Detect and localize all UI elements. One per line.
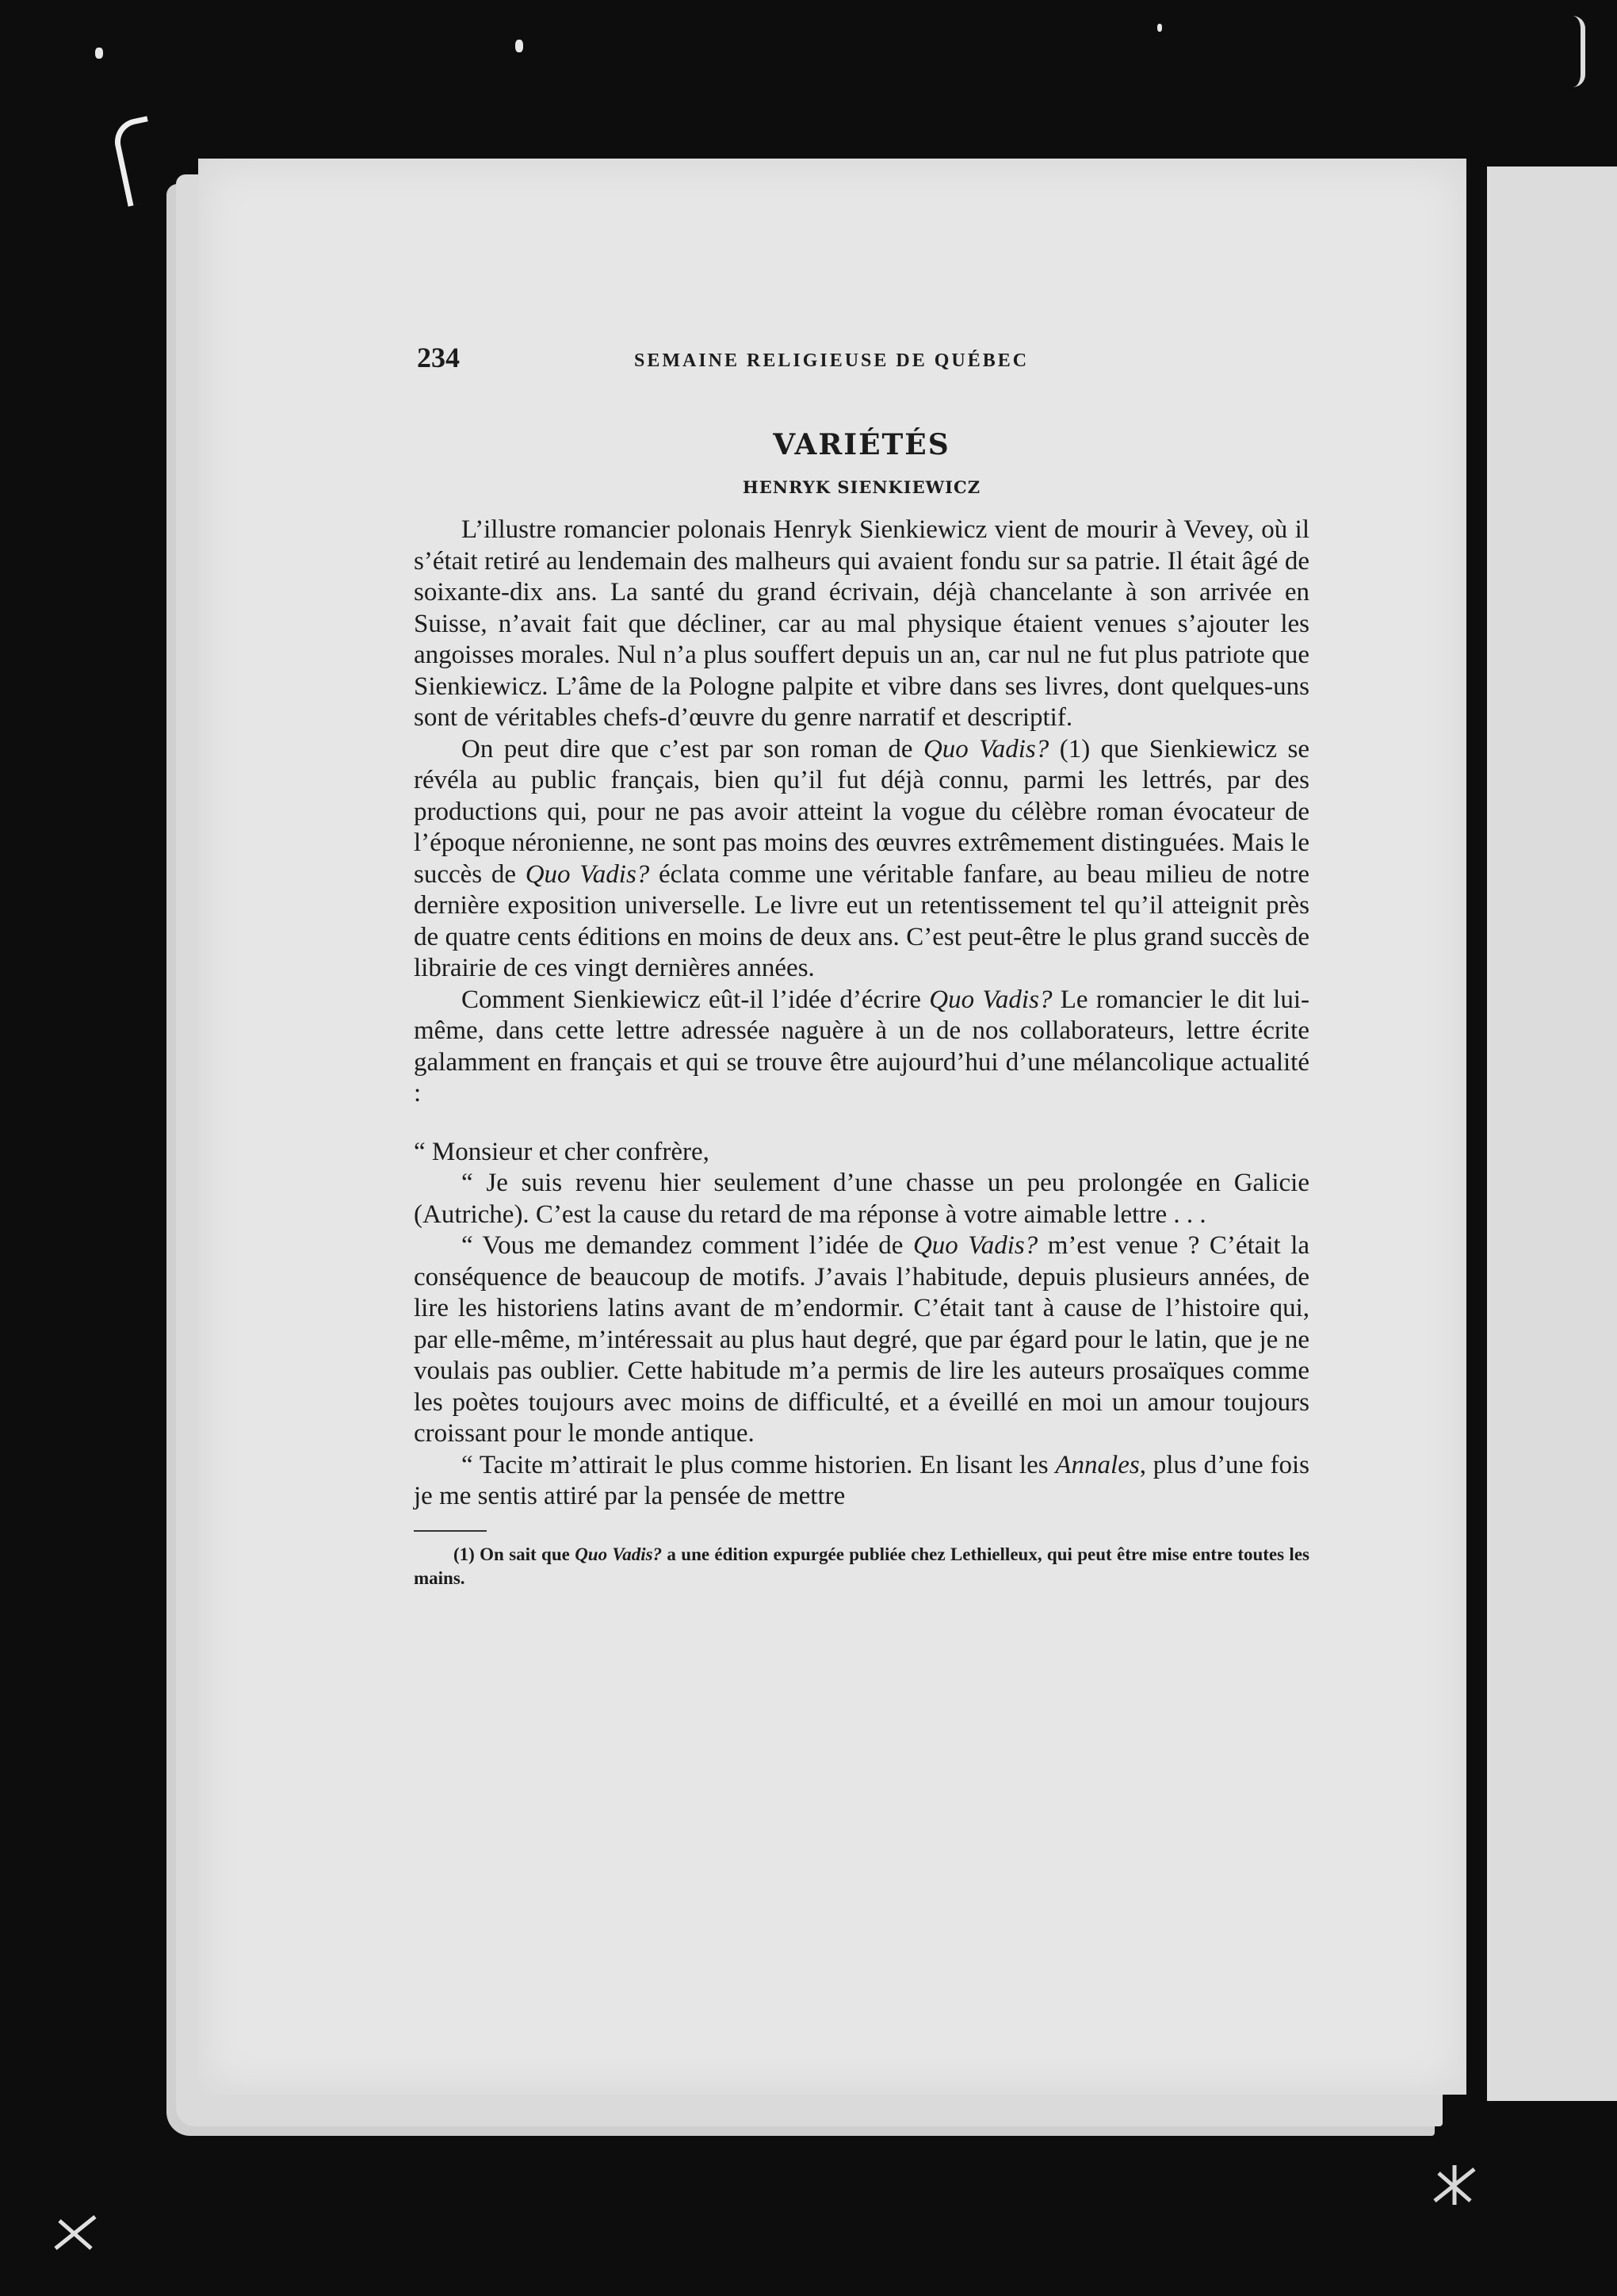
film-mark bbox=[1427, 2161, 1482, 2209]
film-mark bbox=[1573, 16, 1585, 87]
footnote: (1) On sait que Quo Vadis? a une édition expurgée publiée chez Lethielleux, qui peut être mise entre toutes les mains. bbox=[414, 1544, 1309, 1588]
running-head bbox=[414, 341, 1309, 388]
film-speck bbox=[95, 48, 103, 59]
page-content bbox=[414, 341, 1309, 1590]
paragraph: L’illustre romancier polonais Henryk Sienkiewicz vient de mourir à Vevey, où il s’était retiré au lendemain des malheurs qui avaient fondu sur sa patrie. Il était âgé de soixante-dix ans. La santé du grand écrivain, déjà chancelante à son arrivée en Suisse, n’avait fait que décliner, car au mal physique étaient venues s’ajouter les angoisses morales. Nul n’a plus souffert depuis un an, car nul ne fut plus patriote que Sienkiewicz. L’âme de la Pologne palpite et vibre dans ses livres, dont quelques-uns sont de véritables chefs-d’œuvre du genre narratif et descriptif. bbox=[414, 515, 1309, 732]
paragraph: On peut dire que c’est par son roman de Quo Vadis? (1) que Sienkiewicz se révéla au public français, bien qu’il fut déjà connu, parmi les lettrés, par des productions qui, pour ne pas avoir atteint la vogue du célèbre roman évocateur de l’époque néronienne, ne sont pas moins des œuvres extrêmement distinguées. Mais le succès de Quo Vadis? éclata comme une véritable fanfare, au beau milieu de notre dernière exposition universelle. Le livre eut un retentissement tel qu’il atteignit près de quatre cents éditions en moins de deux ans. C’est peut-être le plus grand succès de librairie de ces vingt dernières années. bbox=[414, 734, 1309, 982]
footnote-rule bbox=[414, 1530, 487, 1532]
film-mark bbox=[48, 2209, 103, 2256]
paragraph: Comment Sienkiewicz eût-il l’idée d’écrire Quo Vadis? Le romancier le dit lui-même, dans cette lettre adressée naguère à un de nos collaborateurs, lettre écrite galamment en français et qui se trouve être aujourd’hui d’une mélancolique actualité : bbox=[414, 985, 1310, 1108]
letter-paragraph: “ Vous me demandez comment l’idée de Quo Vadis? m’est venue ? C’était la conséquence de beaucoup de motifs. J’avais l’habitude, depuis plusieurs années, de lire les historiens latins avant de m’endormir. C’était tant à cause de l’histoire qui, par elle-même, m’intéressait au plus haut degré, que par égard pour le latin, que je ne voulais pas oublier. Cette habitude m’a permis de lire les auteurs prosaïques comme les poètes toujours avec moins de difficulté, et a éveillé en moi un amour toujours croissant pour le monde antique. bbox=[414, 1231, 1310, 1448]
journal-title: SEMAINE RELIGIEUSE DE QUÉBEC bbox=[634, 350, 1030, 371]
letter-paragraph: “ Tacite m’attirait le plus comme historien. En lisant les Annales, plus d’une fois je me sentis attiré par la pensée de mettre bbox=[414, 1450, 1309, 1510]
facing-page-edge bbox=[1487, 166, 1617, 2101]
section-title: VARIÉTÉS bbox=[773, 428, 950, 461]
film-speck bbox=[1157, 24, 1162, 32]
letter-paragraph: “ Je suis revenu hier seulement d’une chasse un peu prolongée en Galicie (Autriche). C’est la cause du retard de ma réponse à votre aimable lettre . . . bbox=[414, 1169, 1309, 1229]
page-number: 234 bbox=[417, 342, 460, 373]
film-speck bbox=[515, 40, 523, 52]
letter-salutation: “ Monsieur et cher confrère, bbox=[414, 1137, 709, 1166]
film-mark bbox=[110, 116, 164, 206]
article-body bbox=[414, 515, 1309, 1513]
article-title: HENRYK SIENKIEWICZ bbox=[742, 477, 981, 497]
